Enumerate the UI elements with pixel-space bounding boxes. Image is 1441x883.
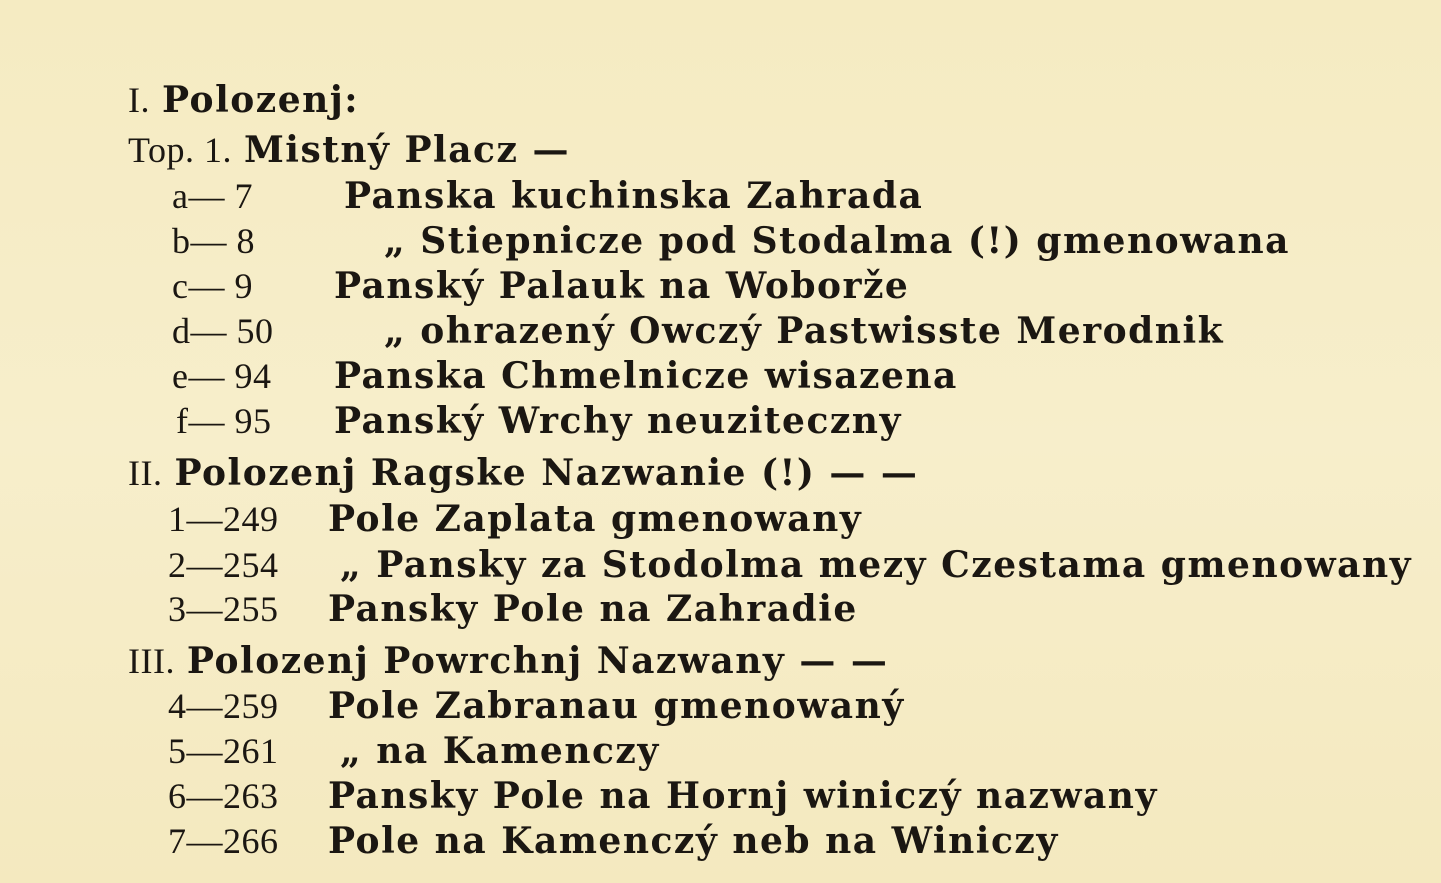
line-label: 5—261 [168,731,279,771]
list-item [172,174,923,219]
line-label: III. [128,641,175,681]
topic-line [128,128,570,173]
list-item [172,354,958,399]
line-text: Pansky Pole na Hornj winiczý nazwany [327,775,1158,817]
line-label: 7—266 [168,821,279,861]
line-label: 2—254 [168,545,279,585]
line-label: 1—249 [168,499,279,539]
list-item [172,264,909,309]
line-text: Panský Wrchy neuziteczny [333,400,902,442]
list-item [176,399,902,444]
line-label: a— 7 [172,176,253,216]
line-label: b— 8 [172,221,255,261]
list-item [168,587,858,632]
line-text: Polozenj Powrchnj Nazwany — — [186,640,889,682]
line-text: Pole Zabranau gmenowaný [327,685,905,727]
line-label: Top. 1. [128,130,232,170]
line-label: I. [128,80,150,120]
line-label: 3—255 [168,589,279,629]
line-text: Panský Palauk na Woborže [333,265,910,307]
list-item [168,684,905,729]
list-item [168,819,1059,864]
line-text: Pole Zaplata gmenowany [327,498,863,540]
line-label: e— 94 [172,356,272,396]
line-text: „ ohrazený Owczý Pastwisste Merodnik [383,310,1225,352]
line-label: 4—259 [168,686,279,726]
line-text: Panska kuchinska Zahrada [343,175,924,217]
list-item [168,497,862,542]
line-label: d— 50 [172,311,274,351]
line-text: Pansky Pole na Zahradie [327,588,858,630]
line-label: 6—263 [168,776,279,816]
line-text: „ Pansky za Stodolma mezy Czestama gmenowany [339,544,1413,586]
list-item [168,774,1158,819]
list-item [168,543,1412,588]
line-text: Polozenj Ragske Nazwanie (!) — — [174,452,919,494]
line-text: „ Stiepnicze pod Stodalma (!) gmenowana [383,220,1290,262]
line-label: c— 9 [172,266,253,306]
heading-section-2 [128,451,918,496]
list-item [172,309,1224,354]
heading-section-1 [128,78,359,123]
line-label: f— 95 [176,401,272,441]
heading-section-3 [128,639,888,684]
list-item [172,219,1290,264]
line-text: „ na Kamenczy [339,730,660,772]
line-text: Polozenj: [161,79,360,121]
line-text: Panska Chmelnicze wisazena [333,355,958,397]
line-label: II. [128,453,163,493]
line-text: Pole na Kamenczý neb na Winiczy [327,820,1059,862]
list-item [168,729,660,774]
line-text: Mistný Placz — [243,129,570,171]
